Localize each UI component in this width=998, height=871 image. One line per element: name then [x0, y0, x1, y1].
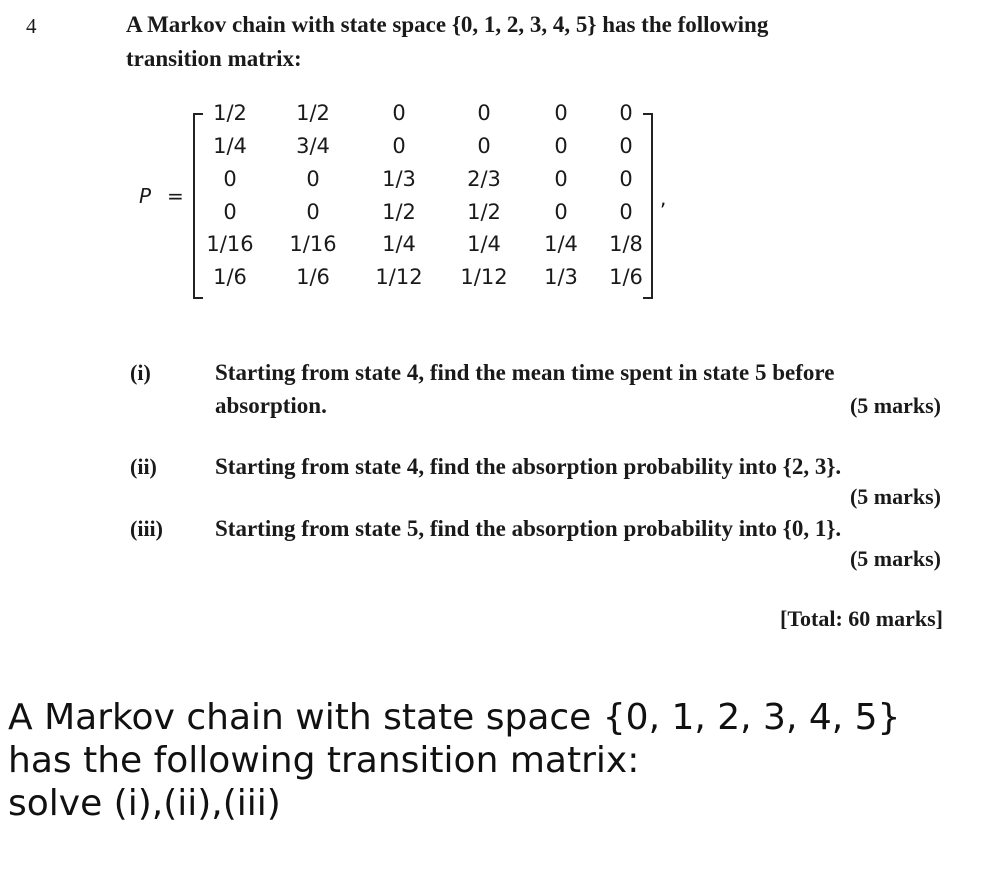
caption-line3: solve (i),(ii),(iii): [8, 783, 281, 824]
caption-line1: A Markov chain with state space {0, 1, 2, 3, 4, 5}: [8, 697, 901, 738]
matrix-cell: 0: [554, 101, 568, 125]
part-ii-text: Starting from state 4, find the absorption probability into {2, 3}.: [215, 454, 842, 479]
matrix-equals: =: [167, 184, 184, 208]
matrix-cell: 0: [392, 134, 406, 158]
matrix-cell: 2/3: [467, 167, 501, 191]
matrix-cell: 0: [392, 101, 406, 125]
matrix-cell: 1/8: [609, 232, 643, 256]
matrix-cell: 1/4: [544, 232, 578, 256]
matrix-cell: 0: [554, 134, 568, 158]
matrix-cell: 1/2: [213, 101, 247, 125]
matrix-cell: 1/4: [213, 134, 247, 158]
matrix-cell: 0: [554, 200, 568, 224]
matrix-cell: 0: [619, 167, 633, 191]
question-number: 4: [26, 14, 37, 38]
matrix-cell: 1/2: [382, 200, 416, 224]
matrix-cell: 1/2: [296, 101, 330, 125]
part-i-label: (i): [130, 360, 151, 385]
matrix-cell: 1/4: [382, 232, 416, 256]
part-ii-marks: (5 marks): [849, 484, 941, 509]
matrix-cell: 0: [223, 200, 237, 224]
part-iii-text: Starting from state 5, find the absorption probability into {0, 1}.: [215, 516, 842, 541]
matrix-cell: 1/6: [609, 265, 643, 289]
matrix-cell: 1/2: [467, 200, 501, 224]
matrix-cell: 1/16: [206, 232, 254, 256]
matrix-cell: 1/3: [382, 167, 416, 191]
question-intro-line1: A Markov chain with state space {0, 1, 2, 3, 4, 5} has the following: [126, 12, 769, 37]
total-marks: [Total: 60 marks]: [780, 606, 943, 631]
matrix-cell: 1/12: [375, 265, 423, 289]
matrix-cell: 1/4: [467, 232, 501, 256]
matrix-cell: 3/4: [296, 134, 330, 158]
matrix-cell: 1/12: [460, 265, 508, 289]
matrix-cell: 0: [477, 134, 491, 158]
matrix-cell: 1/16: [289, 232, 337, 256]
part-iii-label: (iii): [130, 516, 163, 541]
matrix-cell: 0: [223, 167, 237, 191]
matrix-cell: 1/6: [213, 265, 247, 289]
matrix-cell: 0: [306, 200, 320, 224]
part-iii-marks: (5 marks): [849, 546, 941, 571]
part-i-marks: (5 marks): [849, 393, 941, 418]
part-i-text-line1: Starting from state 4, find the mean time spent in state 5 before: [215, 360, 835, 385]
matrix-cell: 0: [619, 134, 633, 158]
matrix-cell: 0: [477, 101, 491, 125]
matrix-cell: 0: [619, 200, 633, 224]
matrix-cell: 0: [554, 167, 568, 191]
matrix-cell: 1/3: [544, 265, 578, 289]
matrix-cell: 1/6: [296, 265, 330, 289]
caption-line2: has the following transition matrix:: [8, 740, 640, 781]
part-i-text-line2: absorption.: [215, 393, 327, 418]
part-ii-label: (ii): [130, 454, 157, 479]
matrix-cell: 0: [306, 167, 320, 191]
question-intro-line2: transition matrix:: [126, 46, 302, 71]
matrix-comma: ,: [660, 186, 667, 210]
matrix-label: P: [139, 184, 152, 208]
matrix-cell: 0: [619, 101, 633, 125]
